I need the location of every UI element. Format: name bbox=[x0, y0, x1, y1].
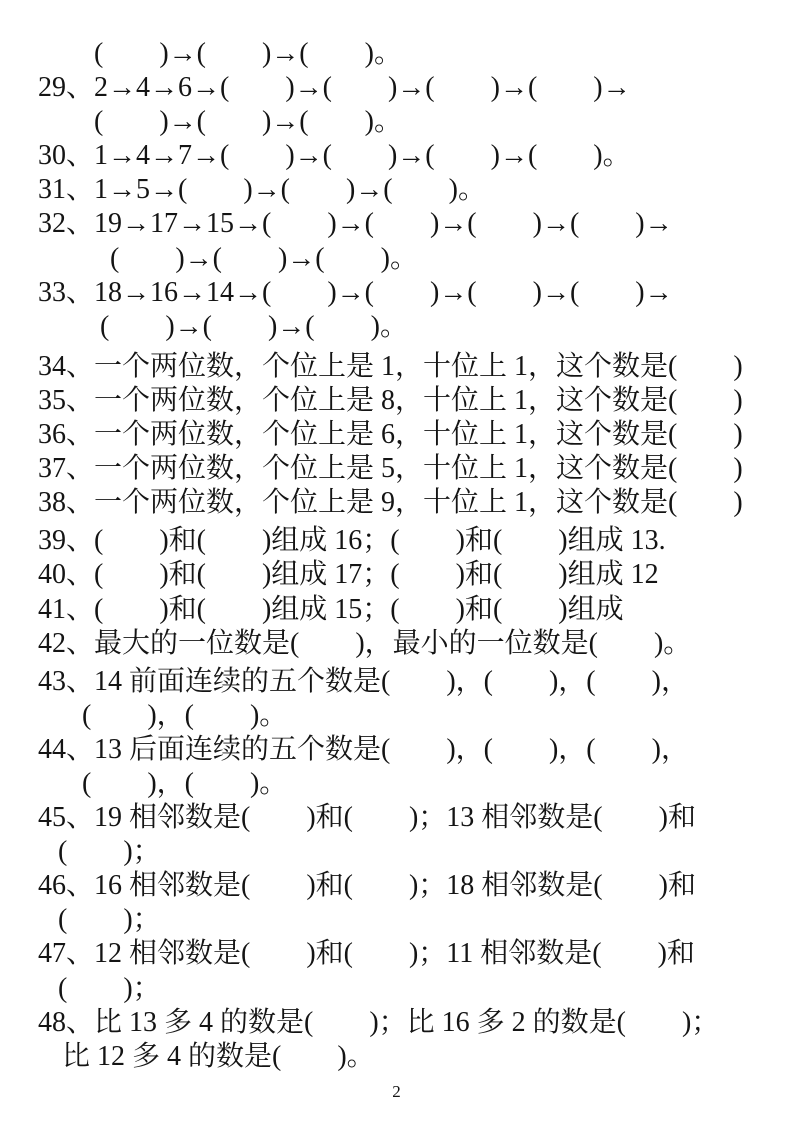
problem-43-line-1: 43、14 前面连续的五个数是( )，( )，( )， bbox=[38, 665, 689, 697]
problem-46-line-2: ( )； bbox=[58, 904, 161, 936]
problem-47-line-2: ( )； bbox=[58, 972, 161, 1004]
problem-31-line: 31、1→5→( )→( )→( )。 bbox=[38, 174, 486, 206]
problem-47-line-1: 47、12 相邻数是( )和( )；11 相邻数是( )和 bbox=[38, 938, 695, 970]
problem-34-line: 34、一个两位数，个位上是 1，十位上 1，这个数是( ) bbox=[38, 350, 743, 382]
problem-48-line-2: 比 12 多 4 的数是( )。 bbox=[62, 1040, 375, 1072]
problem-30-line: 30、1→4→7→( )→( )→( )→( )。 bbox=[38, 140, 631, 172]
problem-44-line-1: 44、13 后面连续的五个数是( )，( )，( )， bbox=[38, 733, 689, 765]
problem-40-line: 40、( )和( )组成 17；( )和( )组成 12 bbox=[38, 559, 659, 591]
problem-37-line: 37、一个两位数，个位上是 5，十位上 1，这个数是( ) bbox=[38, 453, 743, 485]
problem-39-line: 39、( )和( )组成 16；( )和( )组成 13. bbox=[38, 525, 666, 557]
problem-42-line: 42、最大的一位数是( )，最小的一位数是( )。 bbox=[38, 627, 692, 659]
problem-46-line-1: 46、16 相邻数是( )和( )；18 相邻数是( )和 bbox=[38, 870, 696, 902]
problem-43-line-2: ( )，( )。 bbox=[82, 699, 288, 731]
problem-36-line: 36、一个两位数，个位上是 6，十位上 1，这个数是( ) bbox=[38, 419, 743, 451]
problem-48-line-1: 48、比 13 多 4 的数是( )；比 16 多 2 的数是( )； bbox=[38, 1006, 720, 1038]
page-number: 2 bbox=[392, 1082, 401, 1101]
problem-41-line: 41、( )和( )组成 15；( )和( )组成 bbox=[38, 593, 624, 625]
problem-38-line: 38、一个两位数，个位上是 9，十位上 1，这个数是( ) bbox=[38, 487, 743, 519]
problem-44-line-2: ( )，( )。 bbox=[82, 767, 288, 799]
problem-35-line: 35、一个两位数，个位上是 8，十位上 1，这个数是( ) bbox=[38, 384, 743, 416]
problem-28-continuation-line: ( )→( )→( )。 bbox=[94, 38, 402, 69]
problem-29-line-1: 29、2→4→6→( )→( )→( )→( )→ bbox=[38, 72, 631, 104]
problem-33-line-2: ( )→( )→( )。 bbox=[100, 310, 408, 342]
problem-45-line-2: ( )； bbox=[58, 836, 161, 868]
problem-33-line-1: 33、18→16→14→( )→( )→( )→( )→ bbox=[38, 276, 673, 308]
problem-32-line-1: 32、19→17→15→( )→( )→( )→( )→ bbox=[38, 208, 673, 240]
problem-45-line-1: 45、19 相邻数是( )和( )；13 相邻数是( )和 bbox=[38, 802, 696, 834]
problem-29-line-2: ( )→( )→( )。 bbox=[94, 106, 402, 138]
problem-32-line-2: ( )→( )→( )。 bbox=[110, 242, 418, 274]
